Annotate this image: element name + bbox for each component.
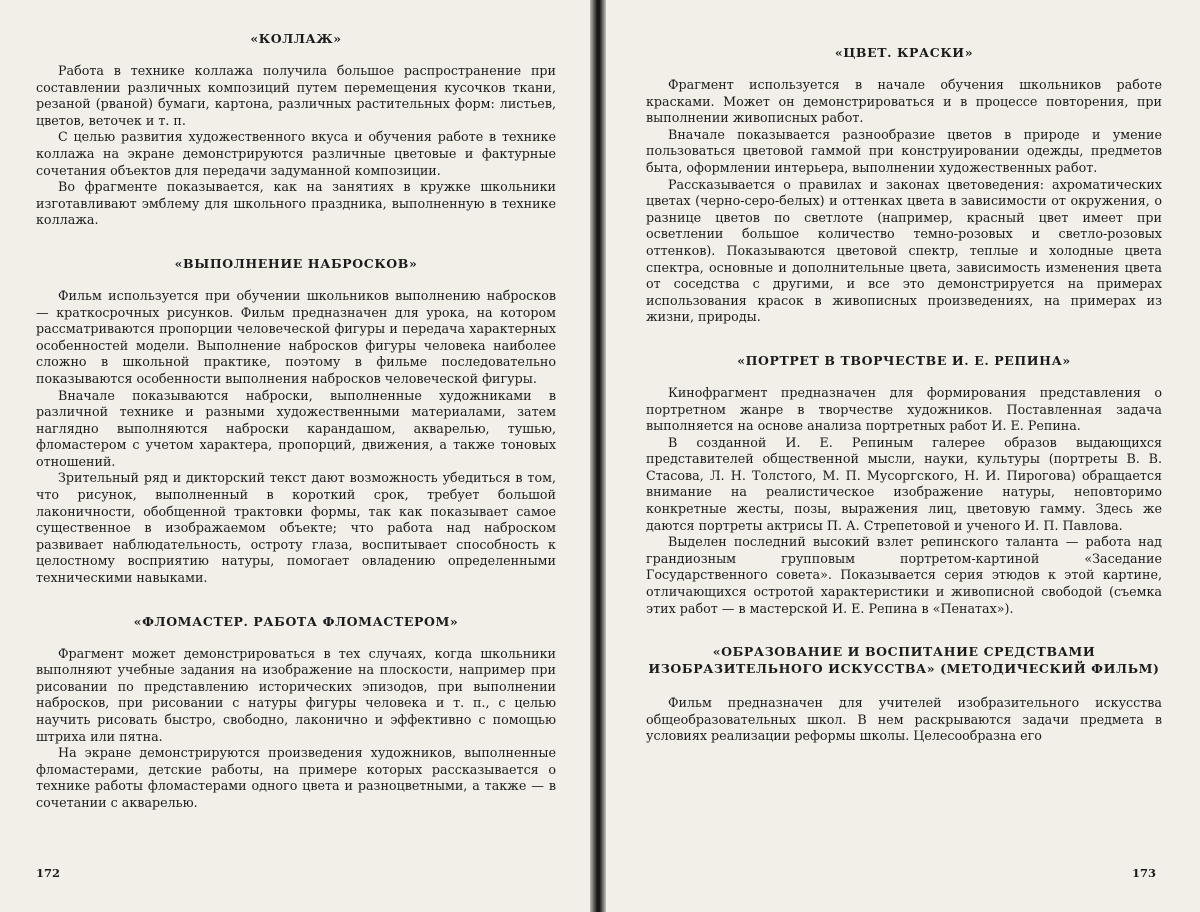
section-title: «ПОРТРЕТ В ТВОРЧЕСТВЕ И. Е. РЕПИНА» [737,352,1071,368]
paragraph: Фильм используется при обучении школьников выполнению набросков — краткосрочных рисунков. Фильм предназначен для урока, на котором рассматриваются пропорции человеческой фигуры и передача характерных особенностей модели. Выполнение набросков фигуры человека наиболее сложно в школьной практике, поэтому в фильме последовательно показываются особенности выполнения набросков человеческой фигуры. [36,287,556,386]
section-title: «КОЛЛАЖ» [250,31,342,46]
paragraph: Вначале показываются наброски, выполненные художниками в различной технике и разными художественными материалами, затем наглядно выполняются наброски карандашом, акварелью, тушью, фломастером с учетом характера, пропорций, движения, а также тоновых отношений. [36,387,556,469]
section-portret-repina [646,352,1162,617]
paragraph: Фрагмент используется в начале обучения школьников работе красками. Может он демонстрироваться и в процессе повторения, при выполнении живописных работ. [646,77,1162,126]
book-gutter [590,0,606,912]
page-number: 173 [1131,866,1156,880]
right-page [606,0,1200,912]
paragraph: На экране демонстрируются произведения художников, выполненные фломастерами, детские работы, на примере которых рассказывается о технике работы фломастерами одного цвета и разноцветными, а также — в сочетании с акварелью. [36,745,556,810]
paragraph: С целью развития художественного вкуса и обучения работе в технике коллажа на экране демонстрируются различные цветовые и фактурные сочетания объектов для передачи задуманной композиции. [36,129,556,178]
paragraph: Зрительный ряд и дикторский текст дают возможность убедиться в том, что рисунок, выполненный в короткий срок, требует большой лаконичности, обобщенной трактовки формы, так как показывает самое существенное в изображаемом объекте; что работа над наброском развивает наблюдательность, остроту глаза, воспитывает способность к целостному восприятию натуры, помогает овладению определенными техническими навыками. [36,470,556,586]
section-obrazovanie [646,643,1162,745]
section-nabroski [36,255,556,587]
paragraph: Работа в технике коллажа получила большое распространение при составлении различных композиций путем перемещения кусочков ткани, резаной (рваной) бумаги, картона, различных растительных форм: листьев, цветов, веточек и т. п. [36,63,556,128]
paragraph: В созданной И. Е. Репиным галерее образов выдающихся представителей общественной мысли, науки, культуры (портреты В. В. Стасова, Л. Н. Толстого, М. П. Мусоргского, Н. И. Пирогова) обращается внимание на реалистическое изображение натуры, неповторимо конкретные жесты, позы, выражения лиц, цветовую гамму. Здесь же даются портреты актрисы П. А. Стрепетовой и ученого И. П. Павлова. [646,434,1162,533]
page-number: 172 [36,866,61,880]
left-page [0,0,590,912]
section-kollazh [36,30,556,229]
section-title: «ОБРАЗОВАНИЕ И ВОСПИТАНИЕ СРЕДСТВАМИ ИЗОБРАЗИТЕЛЬНОГО ИСКУССТВА» (МЕТОДИЧЕСКИЙ ФИЛЬМ) [648,644,1160,677]
paragraph: Фрагмент может демонстрироваться в тех случаях, когда школьники выполняют учебные задания на изображение на плоскости, например при рисовании по представлению исторических эпизодов, при выполнении набросков, при рисовании с натуры фигуры человека и т. п., с целью научить рисовать быстро, свободно, лаконично и эффективно с помощью штриха или пятна. [36,645,556,744]
section-tsvet-kraski [646,44,1162,326]
section-flomaster [36,613,556,812]
paragraph: Выделен последний высокий взлет репинского таланта — работа над грандиозным групповым портретом-картиной «Заседание Государственного совета». Показывается серия этюдов к этой картине, отличающихся остротой характеристики и живописной свободой (съемка этих работ — в мастерской И. Е. Репина в «Пенатах»). [646,534,1162,616]
paragraph: Рассказывается о правилах и законах цветоведения: ахроматических цветах (черно-серо-белых) и оттенках цвета в зависимости от окружения, о разнице цветов по светлоте (например, красный цвет имеет при осветлении большое количество темно-розовых и светло-розовых оттенков). Показываются цветовой спектр, теплые и холодные цвета спектра, основные и дополнительные цвета, зависимость изменения цвета от соседства с другими, и все это демонстрируется на примерах использования красок в живописных произведениях, на примерах из жизни, природы. [646,176,1162,325]
section-title: «ЦВЕТ. КРАСКИ» [834,45,974,60]
paragraph: Кинофрагмент предназначен для формирования представления о портретном жанре в творчестве художников. Поставленная задача выполняется на основе анализа портретных работ И. Е. Репина. [646,384,1162,434]
paragraph: Фильм предназначен для учителей изобразительного искусства общеобразовательных школ. В нем раскрываются задачи предмета в условиях реализации реформы школы. Целесообразна его [646,695,1162,744]
section-title: «ВЫПОЛНЕНИЕ НАБРОСКОВ» [174,255,418,271]
section-title: «ФЛОМАСТЕР. РАБОТА ФЛОМАСТЕРОМ» [133,613,459,629]
paragraph: Вначале показывается разнообразие цветов в природе и умение пользоваться цветовой гаммой при конструировании одежды, предметов быта, оформлении интерьера, выполнении художественных работ. [646,126,1162,175]
paragraph: Во фрагменте показывается, как на занятиях в кружке школьники изготавливают эмблему для школьного праздника, выполненную в технике коллажа. [36,179,556,228]
